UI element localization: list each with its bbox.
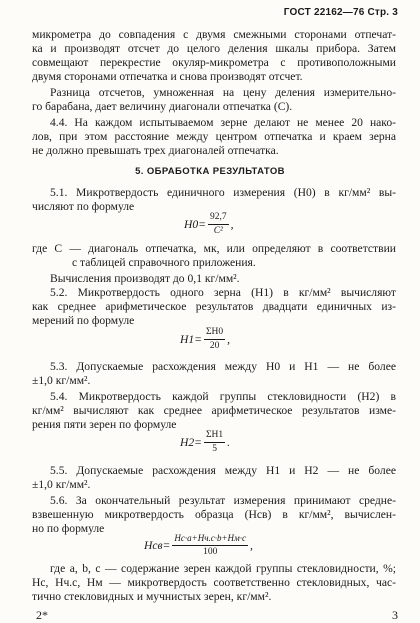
text-line: мерений по формуле (32, 314, 135, 327)
text-line: 5.6. За окончательный результат измерения принимают средне- (50, 494, 396, 507)
numerator: ΣH1 (204, 430, 225, 443)
text-line: совмещают перекрестие окуляр-микрометра с противоположными (32, 56, 396, 69)
text-line: но по формуле (32, 522, 105, 535)
page-header: ГОСТ 22162—76 Стр. 3 (283, 7, 398, 18)
fraction (204, 430, 225, 455)
fraction (204, 327, 225, 352)
numerator: 92,7 (208, 212, 229, 225)
text-line: 5.1. Микротвердость единичного измерения (H0) в кг/мм² вы- (50, 186, 396, 199)
page-number: 3 (392, 608, 398, 622)
text-line: лов, при этом расстояние между центром отпечатка и краем зерна (32, 130, 396, 143)
text-line: где C — диагональ отпечатка, мк, или определяют в соответствии (32, 242, 396, 255)
formula-tail: . (227, 436, 231, 449)
text-line: 5.2. Микротвердость одного зерна (H1) в кг/мм² вычисляют (50, 286, 396, 299)
text-line: двумя сторонами отпечатка и снова производят отсчет. (32, 70, 303, 83)
text-line: числяют по формуле (32, 200, 135, 213)
footer-signature-mark: 2* (36, 608, 48, 622)
text-line: Вычисления производят до 0,1 кг/мм². (50, 272, 240, 285)
fraction (172, 533, 248, 558)
formula-lhs: H2= (180, 436, 202, 449)
text-line: с таблицей справочного приложения. (72, 256, 256, 269)
formula-lhs: Hсв= (144, 539, 171, 552)
text-line: ±1,0 кг/мм². (32, 478, 91, 491)
formula-tail: , (250, 539, 253, 552)
formula-h1 (180, 327, 230, 352)
text-line: 5.5. Допускаемые расхождения между H1 и H2 — не более (50, 464, 396, 477)
fraction (208, 212, 229, 237)
formula-lhs: H0= (184, 218, 206, 231)
formula-tail: , (227, 333, 231, 346)
denominator: 5 (212, 444, 217, 454)
text-line: ±1,0 кг/мм². (32, 374, 91, 387)
denominator: 20 (209, 341, 220, 351)
denominator: 100 (203, 547, 218, 557)
denominator: C² (213, 226, 223, 236)
text-line: взвешенную микротвердость образца (Hсв) в кг/мм², вычислен- (32, 508, 396, 521)
section-heading: 5. ОБРАБОТКА РЕЗУЛЬТАТОВ (135, 166, 285, 177)
text-line: 5.3. Допускаемые расхождения между H0 и H1 — не более (50, 360, 396, 373)
text-line: не должно превышать трех диагоналей отпечатка. (32, 144, 279, 157)
text-line: 4.4. На каждом испытываемом зерне делают не менее 20 нако- (50, 116, 396, 129)
text-line: как среднее арифметическое результатов двадцати единичных из- (32, 300, 396, 313)
numerator: Hс·a+Hч.с·b+Hм·c (172, 533, 248, 546)
formula-h0 (184, 212, 234, 237)
text-line: Разница отсчетов, умноженная на цену деления измерительно- (50, 86, 396, 99)
text-line: тично стекловидных и мучнистых зерен, кг/мм². (32, 590, 272, 603)
text-line: 5.4. Микротвердость каждой группы стекловидности (H2) в (50, 390, 396, 403)
text-line: рения пяти зерен по формуле (32, 418, 177, 431)
formula-hsv (144, 533, 253, 558)
text-line: кг/мм² вычисляют как среднее арифметическое результатов изме- (32, 404, 396, 417)
text-line: го барабана, дает величину диагонали отпечатка (C). (32, 100, 293, 113)
text-line: Hс, Hч.с, Hм — микротвердость соответственно стекловидных, час- (32, 576, 396, 589)
text-line: где a, b, c — содержание зерен каждой группы стекловидности, %; (50, 562, 396, 575)
numerator: ΣH0 (204, 327, 225, 340)
formula-h2 (180, 430, 230, 455)
text-line: ка и производят отсчет до целого деления шкалы прибора. Затем (32, 42, 396, 55)
formula-lhs: H1= (180, 333, 202, 346)
formula-tail: , (230, 218, 234, 231)
text-line: микрометра до совпадения с двумя смежными сторонами отпечат- (32, 28, 396, 41)
